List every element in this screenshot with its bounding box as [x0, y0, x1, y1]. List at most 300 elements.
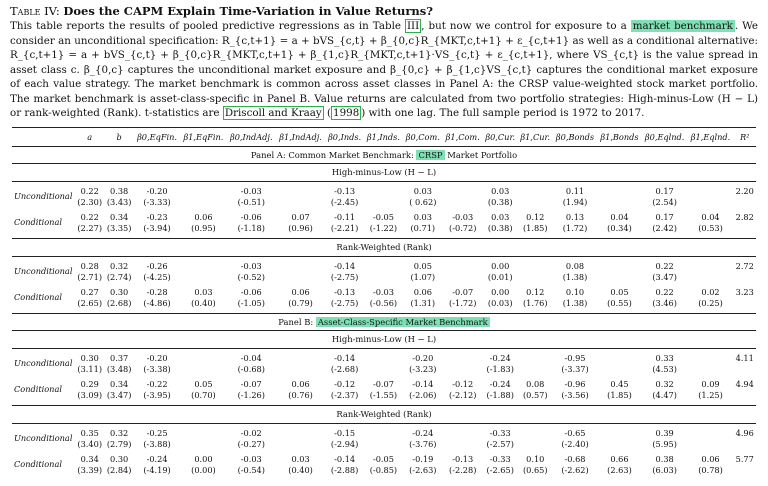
tstat-cell: [597, 272, 641, 283]
subpanel-title: Rank-Weighted (Rank): [12, 238, 756, 256]
tstat-cell: (0.95): [191, 222, 216, 233]
tstat-cell: [733, 364, 756, 375]
coef-cell: [597, 428, 641, 439]
tstat-cell: (3.39): [77, 464, 103, 475]
coef-cell: -0.06: [240, 286, 262, 297]
coef-cell: 0.22: [80, 211, 99, 222]
tstat-cell: (-2.75): [330, 297, 359, 308]
coef-cell: 0.03: [413, 211, 432, 222]
coef-cell: -0.07: [452, 286, 474, 297]
coef-cell: 0.34: [80, 453, 99, 464]
tstat-cell: (-2.45): [330, 196, 359, 207]
tstat-cell: (-1.05): [237, 297, 265, 308]
coef-cell: 0.11: [565, 185, 585, 196]
row-label: Conditional: [14, 217, 62, 227]
tstat-cell: (2.63): [607, 464, 632, 475]
tstat-cell: (6.03): [652, 464, 677, 475]
coef-cell: [443, 428, 483, 439]
coef-cell: 0.06: [701, 453, 720, 464]
coef-cell: 0.34: [110, 378, 129, 389]
subpanel-title: Rank-Weighted (Rank): [12, 405, 756, 423]
coef-cell: 0.05: [194, 378, 213, 389]
coef-cell: 0.32: [110, 427, 129, 438]
tstat-cell: (2.79): [106, 438, 132, 449]
regression-results-table: [12, 127, 756, 480]
tstat-cell: (-1.88): [486, 389, 514, 400]
tstat-cell: (-3.23): [409, 363, 437, 374]
coef-cell: [276, 261, 325, 272]
coef-cell: 0.39: [655, 427, 674, 438]
tstat-cell: (-0.85): [369, 464, 398, 475]
coef-cell: 0.17: [655, 185, 674, 196]
coef-cell: 0.29: [80, 378, 99, 389]
coef-cell: 0.12: [526, 286, 545, 297]
tstat-cell: (-2.12): [449, 389, 477, 400]
table-row-tstat: [12, 465, 756, 476]
tstat-cell: (1.31): [410, 297, 436, 308]
column-header: a: [75, 127, 104, 146]
table-header-row: [12, 127, 756, 146]
column-header: β1,Inds.: [364, 127, 403, 146]
row-label: Conditional: [14, 384, 62, 394]
coef-cell: 0.07: [291, 211, 310, 222]
coef-cell: 0.38: [110, 185, 129, 196]
tstat-cell: (-0.54): [237, 464, 265, 475]
coef-cell: 0.10: [526, 453, 545, 464]
coef-cell: -0.11: [334, 211, 356, 222]
tstat-cell: [688, 272, 734, 283]
panel-title-highlight: CRSP: [418, 149, 443, 160]
tstat-cell: [276, 197, 325, 208]
tstat-cell: (0.65): [522, 464, 548, 475]
coef-cell: -0.03: [240, 260, 262, 271]
coef-cell: -0.22: [146, 378, 168, 389]
tstat-cell: (1.76): [522, 297, 548, 308]
coef-cell: 0.00: [491, 260, 510, 271]
tstat-cell: [688, 364, 734, 375]
coef-cell: 0.06: [291, 286, 310, 297]
tstat-cell: [688, 439, 734, 450]
tstat-cell: [733, 439, 756, 450]
table-row-tstat: [12, 439, 756, 450]
coef-cell: [180, 261, 226, 272]
coef-cell: 0.03: [491, 185, 510, 196]
coef-cell: 0.08: [565, 260, 585, 271]
coef-cell: -0.13: [452, 453, 474, 464]
coef-cell: 0.09: [701, 378, 720, 389]
row-label: Unconditional: [14, 266, 73, 276]
tstat-cell: (-0.72): [449, 222, 477, 233]
coef-cell: [443, 261, 483, 272]
coef-cell: 0.05: [610, 286, 629, 297]
tstat-cell: (1.72): [562, 222, 588, 233]
tstat-cell: (2.54): [652, 196, 677, 207]
panel-title: Panel B: Asset-Class-Specific Market Benchmark: [12, 313, 756, 330]
citation-link-1998[interactable]: 1998: [333, 107, 360, 119]
highlight-market-benchmark: market benchmark: [632, 20, 733, 32]
subpanel-header-row: [12, 238, 756, 256]
coef-cell: 0.45: [610, 378, 629, 389]
tstat-cell: (-1.55): [369, 389, 398, 400]
tstat-cell: (-3.56): [561, 389, 589, 400]
tstat-cell: (-2.57): [486, 438, 514, 449]
table-row-coef: [12, 454, 756, 465]
coef-cell: [518, 428, 553, 439]
table-row-tstat: [12, 298, 756, 309]
tstat-cell: (0.70): [191, 389, 216, 400]
tstat-cell: (3.09): [77, 389, 103, 400]
tstat-cell: (2.74): [106, 271, 132, 282]
tstat-cell: [364, 197, 403, 208]
panel-header-row: [12, 146, 756, 163]
coef-cell: 4.96: [735, 427, 754, 438]
coef-cell: -0.14: [334, 260, 356, 271]
table-row-tstat: [12, 197, 756, 208]
coef-cell: 0.06: [194, 211, 213, 222]
tstat-cell: [180, 364, 226, 375]
tstat-cell: (-0.52): [237, 271, 265, 282]
table-ref-link[interactable]: III: [406, 20, 420, 32]
coef-cell: [364, 353, 403, 364]
tstat-cell: (0.34): [607, 222, 632, 233]
tstat-cell: (-2.06): [409, 389, 437, 400]
coef-cell: 0.10: [565, 286, 585, 297]
column-header: β0,Inds.: [325, 127, 364, 146]
tstat-cell: (0.40): [288, 464, 313, 475]
table-row-coef: [12, 212, 756, 223]
tstat-cell: (0.01): [487, 271, 513, 282]
tstat-cell: (0.00): [191, 464, 216, 475]
panel-header-row: [12, 313, 756, 330]
tstat-cell: (0.53): [698, 222, 723, 233]
coef-cell: 0.08: [526, 378, 545, 389]
tstat-cell: (0.40): [191, 297, 216, 308]
coef-cell: -0.06: [240, 211, 262, 222]
coef-cell: -0.14: [412, 378, 434, 389]
tstat-cell: (0.55): [607, 297, 632, 308]
coef-cell: 0.03: [291, 453, 310, 464]
tstat-cell: (1.85): [607, 389, 632, 400]
tstat-cell: (-1.18): [237, 222, 265, 233]
coef-cell: 0.66: [610, 453, 629, 464]
column-header: β1,Cur.: [518, 127, 553, 146]
tstat-cell: (-2.21): [330, 222, 359, 233]
coef-cell: 0.02: [701, 286, 720, 297]
subpanel-header-row: [12, 405, 756, 423]
row-label: Conditional: [14, 292, 62, 302]
tstat-cell: (3.47): [106, 389, 132, 400]
tstat-cell: (0.03): [487, 297, 513, 308]
table-row-coef: [12, 287, 756, 298]
coef-cell: -0.26: [146, 260, 168, 271]
column-header: β0,Bonds: [553, 127, 597, 146]
column-header: β1,IndAdj.: [276, 127, 325, 146]
coef-cell: 0.00: [491, 286, 510, 297]
tstat-cell: (1.07): [410, 271, 436, 282]
coef-cell: -0.24: [412, 427, 434, 438]
tstat-cell: (-2.40): [561, 438, 589, 449]
tstat-cell: [688, 197, 734, 208]
coef-cell: 5.77: [735, 453, 754, 464]
tstat-cell: [733, 223, 756, 234]
table-row-coef: [12, 428, 756, 439]
coef-cell: [688, 428, 734, 439]
row-label: Unconditional: [14, 191, 73, 201]
tstat-cell: (-4.25): [143, 271, 171, 282]
coef-cell: -0.07: [240, 378, 262, 389]
tstat-cell: [276, 272, 325, 283]
tstat-cell: (-2.88): [330, 464, 359, 475]
tstat-cell: (-1.72): [449, 297, 477, 308]
coef-cell: -0.14: [334, 453, 356, 464]
row-label: Unconditional: [14, 358, 73, 368]
tstat-cell: [180, 197, 226, 208]
tstat-cell: (3.46): [652, 297, 677, 308]
tstat-cell: (-1.22): [369, 222, 398, 233]
tstat-cell: (-2.37): [330, 389, 359, 400]
tstat-cell: [276, 364, 325, 375]
column-header: β0,Com.: [403, 127, 443, 146]
coef-cell: 0.17: [655, 211, 674, 222]
coef-cell: 0.03: [491, 211, 510, 222]
coef-cell: 0.35: [80, 427, 99, 438]
tstat-cell: (5.95): [652, 438, 677, 449]
tstat-cell: (3.11): [77, 363, 103, 374]
tstat-cell: (-3.88): [143, 438, 171, 449]
coef-cell: -0.03: [240, 185, 262, 196]
tstat-cell: [443, 364, 483, 375]
tstat-cell: (2.84): [106, 464, 132, 475]
coef-cell: -0.15: [334, 427, 356, 438]
coef-cell: -0.20: [146, 352, 168, 363]
column-header: β0,EqFin.: [134, 127, 180, 146]
coef-cell: 2.82: [735, 211, 754, 222]
tstat-cell: [364, 364, 403, 375]
column-header: b: [104, 127, 133, 146]
coef-cell: -0.95: [564, 352, 586, 363]
coef-cell: -0.24: [489, 352, 511, 363]
tstat-cell: [443, 197, 483, 208]
tstat-cell: (1.38): [562, 271, 588, 282]
column-header: β0,Cur.: [483, 127, 518, 146]
coef-cell: [597, 186, 641, 197]
column-header: β0,Eqlnd.: [642, 127, 688, 146]
tstat-cell: [180, 272, 226, 283]
tstat-cell: [518, 364, 553, 375]
coef-cell: 0.04: [610, 211, 629, 222]
tstat-cell: (2.68): [106, 297, 132, 308]
tstat-cell: (-0.27): [237, 438, 265, 449]
coef-cell: [180, 353, 226, 364]
coef-cell: [443, 186, 483, 197]
coef-cell: -0.20: [146, 185, 168, 196]
coef-cell: 0.22: [655, 260, 674, 271]
tstat-cell: (-2.62): [561, 464, 589, 475]
coef-cell: -0.05: [372, 211, 394, 222]
tstat-cell: ( 0.62): [409, 196, 437, 207]
coef-cell: 0.30: [110, 453, 129, 464]
coef-cell: -0.33: [489, 427, 511, 438]
table-caption-title: [10, 4, 758, 18]
coef-cell: 2.20: [735, 185, 754, 196]
tstat-cell: (-0.51): [237, 196, 265, 207]
coef-cell: -0.03: [452, 211, 474, 222]
tstat-cell: [733, 298, 756, 309]
coef-cell: [688, 261, 734, 272]
coef-cell: 0.03: [194, 286, 213, 297]
tstat-cell: (1.85): [522, 222, 548, 233]
tstat-cell: (2.71): [77, 271, 103, 282]
coef-cell: -0.28: [146, 286, 168, 297]
tstat-cell: (3.35): [106, 222, 132, 233]
tstat-cell: [733, 272, 756, 283]
tstat-cell: (-3.76): [409, 438, 437, 449]
coef-cell: [180, 428, 226, 439]
tstat-cell: (0.76): [288, 389, 313, 400]
tstat-cell: (2.30): [77, 196, 103, 207]
tstat-cell: (3.48): [106, 363, 132, 374]
tstat-cell: (0.57): [522, 389, 548, 400]
column-header: β1,Com.: [443, 127, 483, 146]
tstat-cell: (-0.56): [369, 297, 398, 308]
coef-cell: 0.06: [291, 378, 310, 389]
tstat-cell: (1.38): [562, 297, 588, 308]
subpanel-header-row: [12, 163, 756, 181]
tstat-cell: [733, 465, 756, 476]
subpanel-title: High-minus-Low (H − L): [12, 163, 756, 181]
coef-cell: -0.25: [146, 427, 168, 438]
coef-cell: [688, 353, 734, 364]
coef-cell: 0.30: [110, 286, 129, 297]
coef-cell: 0.22: [655, 286, 674, 297]
coef-cell: 0.13: [565, 211, 585, 222]
column-header: β1,Eqlnd.: [688, 127, 734, 146]
coef-cell: -0.07: [372, 378, 394, 389]
coef-cell: 0.34: [110, 211, 129, 222]
column-header: β1,Bonds: [597, 127, 641, 146]
coef-cell: 2.72: [735, 260, 754, 271]
tstat-cell: (0.38): [487, 196, 513, 207]
coef-cell: -0.68: [564, 453, 586, 464]
panel-title: Panel A: Common Market Benchmark: CRSP Market Portfolio: [12, 146, 756, 163]
tstat-cell: (0.25): [698, 297, 723, 308]
coef-cell: 0.27: [80, 286, 99, 297]
coef-cell: 0.04: [701, 211, 720, 222]
tstat-cell: (2.42): [652, 222, 677, 233]
coef-cell: [276, 353, 325, 364]
tstat-cell: [597, 364, 641, 375]
tstat-cell: (-3.33): [143, 196, 171, 207]
tstat-cell: (-2.94): [330, 438, 359, 449]
table-row-tstat: [12, 364, 756, 375]
tstat-cell: (4.47): [652, 389, 677, 400]
table-row-tstat: [12, 390, 756, 401]
tstat-cell: [597, 197, 641, 208]
tstat-cell: (1.94): [562, 196, 588, 207]
coef-cell: [364, 186, 403, 197]
coef-cell: 0.12: [526, 211, 545, 222]
tstat-cell: (3.47): [652, 271, 677, 282]
tstat-cell: (3.40): [77, 438, 103, 449]
coef-cell: -0.24: [146, 453, 168, 464]
coef-cell: -0.33: [489, 453, 511, 464]
coef-cell: [518, 261, 553, 272]
coef-cell: [180, 186, 226, 197]
citation-link-driscoll-kraay[interactable]: Driscoll and Kraay: [224, 107, 322, 119]
tstat-cell: (-2.65): [486, 464, 514, 475]
table-label: Table IV:: [10, 4, 60, 18]
tstat-cell: [597, 439, 641, 450]
coef-cell: [518, 353, 553, 364]
coef-cell: -0.03: [240, 453, 262, 464]
tstat-cell: (-3.38): [143, 363, 171, 374]
coef-cell: 0.32: [110, 260, 129, 271]
coef-cell: 4.94: [735, 378, 754, 389]
table-caption-body: This table reports the results of pooled predictive regressions as in Table III , but now we control for exposure to a market benchmark . We consider an unconditional specification: R_{c,t+1} = a + bVS_{c,t} + β_{0,c}R_{MKT,c,t+1} + ε_{c,t+1} as well as a conditional alternative: R_{c,t+1} = a + bVS_{c,t} + β_{0,c}R_{MKT,c,t+1} + β_{1,c}R_{MKT,c,t+1}·VS_{c,t} + ε_{c,t+1}, where VS_{c,t} is the value spread in asset class c. β_{0,c} captures the unconditional market exposure and β_{0,c} + β_{1,c}VS_{c,t} captures the conditional market exposure of each value strategy. The market benchmark is common across asset classes in Panel A: the CRSP value-weighted stock market portfolio. The market benchmark is asset-class-specific in Panel B. Value returns are calculated from two portfolio strategies: High-minus-Low (H − L) or rank-weighted (Rank). t-statistics are Driscoll and Kraay ( 1998 ) with one lag. The full sample period is 1972 to 2017.: [10, 20, 759, 119]
coef-cell: 3.23: [735, 286, 754, 297]
tstat-cell: (0.79): [288, 297, 313, 308]
tstat-cell: (0.38): [487, 222, 513, 233]
tstat-cell: (-2.68): [330, 363, 359, 374]
tstat-cell: [518, 197, 553, 208]
tstat-cell: [364, 439, 403, 450]
coef-cell: -0.04: [240, 352, 262, 363]
column-header: β1,EqFin.: [180, 127, 226, 146]
tstat-cell: (-2.63): [409, 464, 437, 475]
coef-cell: 0.33: [655, 352, 674, 363]
coef-cell: 0.38: [655, 453, 674, 464]
tstat-cell: [443, 439, 483, 450]
coef-cell: -0.19: [412, 453, 434, 464]
tstat-cell: (-0.68): [237, 363, 265, 374]
coef-cell: -0.12: [334, 378, 356, 389]
tstat-cell: [276, 439, 325, 450]
tstat-cell: [443, 272, 483, 283]
tstat-cell: [180, 439, 226, 450]
coef-cell: -0.96: [564, 378, 586, 389]
coef-cell: 0.37: [110, 352, 129, 363]
table-row-tstat: [12, 223, 756, 234]
coef-cell: -0.12: [452, 378, 474, 389]
tstat-cell: [733, 390, 756, 401]
coef-cell: [364, 261, 403, 272]
tstat-cell: (0.78): [698, 464, 723, 475]
column-header: R²: [733, 127, 756, 146]
coef-cell: -0.23: [146, 211, 168, 222]
tstat-cell: (2.65): [77, 297, 103, 308]
tstat-cell: (-4.19): [143, 464, 171, 475]
column-header: β0,IndAdj.: [227, 127, 276, 146]
coef-cell: [518, 186, 553, 197]
coef-cell: 4.11: [735, 352, 754, 363]
tstat-cell: [733, 197, 756, 208]
coef-cell: [597, 353, 641, 364]
coef-cell: -0.14: [334, 352, 356, 363]
tstat-cell: (-2.75): [330, 271, 359, 282]
tstat-cell: (-4.86): [143, 297, 171, 308]
tstat-cell: (-1.83): [486, 363, 514, 374]
subpanel-header-row: [12, 330, 756, 348]
tstat-cell: (-1.26): [237, 389, 265, 400]
table-row-coef: [12, 353, 756, 364]
tstat-cell: [518, 439, 553, 450]
coef-cell: [364, 428, 403, 439]
row-label: Unconditional: [14, 433, 73, 443]
tstat-cell: (-2.28): [449, 464, 477, 475]
coef-cell: 0.22: [80, 185, 99, 196]
coef-cell: -0.02: [240, 427, 262, 438]
table-row-tstat: [12, 272, 756, 283]
